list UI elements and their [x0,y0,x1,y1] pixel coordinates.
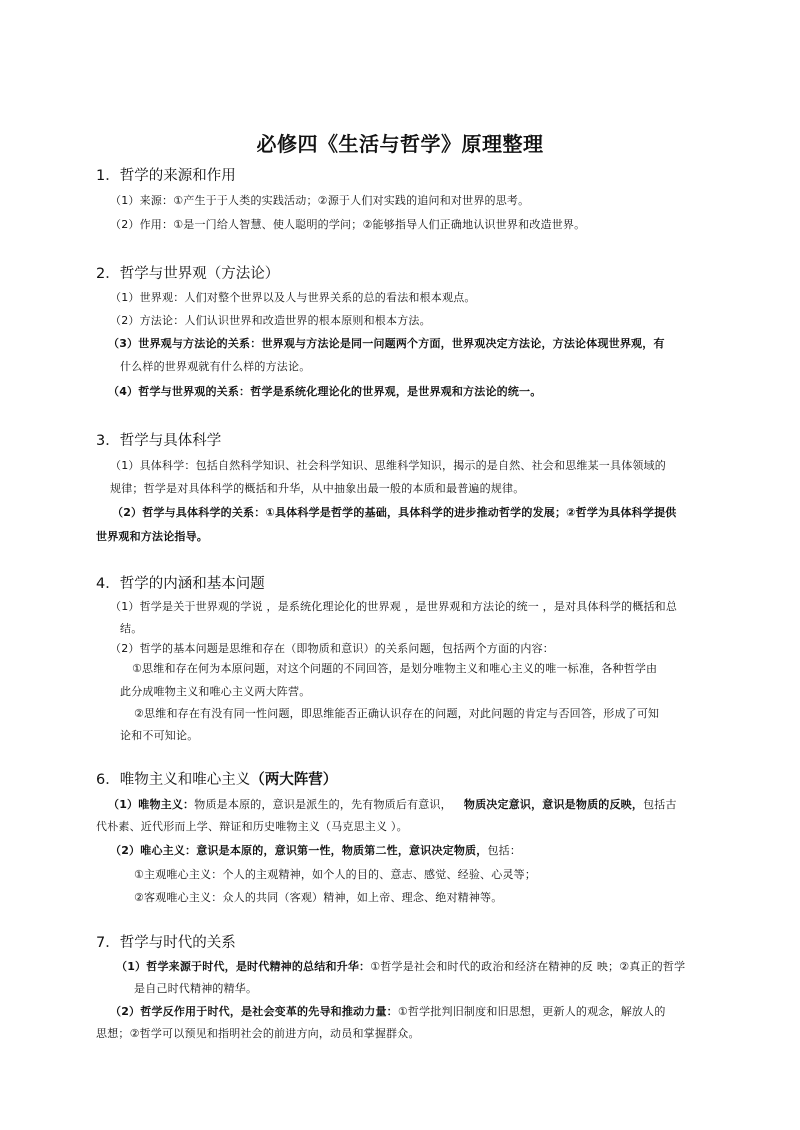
section-2-heading: 2．哲学与世界观（方法论） [96,266,280,282]
section-2-line-4: 什么样的世界观就有什么样的方法论。 [120,360,311,373]
section-4-line-3: （2）哲学的基本问题是思维和存在（即物质和意识）的关系问题，包括两个方面的内容： [110,642,554,655]
section-4-line-6: ②思维和存在有没有同一性问题，即思维能否正确认识存在的问题，对此问题的肯定与否回答，形成了可知 [134,707,660,720]
idealism-label: （2）唯心主义：意识是本原的，意识第一性，物质第二性，意识决定物质， [110,844,488,857]
idealism-tail: 包括： [487,844,522,857]
section-7-line-3 [110,1003,666,1019]
era-reaction-label: （2）哲学反作用于时代，是社会变革的先导和推动力量： [110,1005,398,1018]
section-4-heading: 4．哲学的内涵和基本问题 [96,576,265,592]
era-source-label: （1）哲学来源于时代，是时代精神的总结和升华： [116,960,371,973]
section-4-line-5: 此分成唯物主义和唯心主义两大阵营。 [120,685,311,698]
section-2-line-3: （3）世界观与方法论的关系：世界观与方法论是同一问题两个方面，世界观决定方法论，方法论体现世界观，有 [108,337,665,350]
section-6-heading-bold: （两大阵营） [250,772,338,788]
section-4-line-2: 结。 [120,622,143,635]
section-4-line-4: ①思维和存在何为本原问题，对这个问题的不同回答，是划分唯物主义和唯心主义的唯一标准，各种哲学由 [132,662,658,675]
section-7-line-4: 思想；②哲学可以预见和指明社会的前进方向，动员和掌握群众。 [96,1027,420,1040]
section-6-line-2: 代朴素、近代形而上学、辩证和历史唯物主义（马克思主义 ）。 [96,820,408,833]
document-title: 必修四《生活与哲学》原理整理 [256,132,544,156]
section-6-line-4: ①主观唯心主义：个人的主观精神，如个人的目的、意志、感觉、经验、心灵等； [134,868,537,881]
section-6-line-3 [110,842,521,858]
section-6-line-5: ②客观唯心主义：众人的共同（客观）精神，如上帝、理念、绝对精神等。 [134,891,503,904]
era-source-text: ①哲学是社会和时代的政治和经济在精神的反 映；②真正的哲学 [370,960,686,973]
section-4-line-1: （1）哲学是关于世界观的学说 ，是系统化理论化的世界观 ，是世界观和方法论的统一 ，是对具体科学的概括和总 [110,600,678,613]
section-2-line-1: （1）世界观：人们对整个世界以及人与世界关系的总的看法和根本观点。 [110,291,476,304]
section-3-line-4: 世界观和方法论指导。 [96,530,208,543]
era-reaction-text: ①哲学批判旧制度和旧思想，更新人的观念，解放人的 [397,1005,666,1018]
materialism-emphasis: 物质决定意识，意识是物质的反映， [463,798,644,811]
materialism-tail: 包括古 [643,798,677,811]
section-7-heading: 7．哲学与时代的关系 [96,935,236,951]
section-6-heading-text: 6．唯物主义和唯心主义 [96,772,251,788]
materialism-label: （1）唯物主义： [108,798,195,811]
section-1-line-2: （2）作用：①是一门给人智慧、使人聪明的学问；②能够指导人们正确地认识世界和改造世界。 [110,218,586,231]
section-1-heading: 1．哲学的来源和作用 [96,168,236,184]
section-7-line-2: 是自己时代精神的精华。 [134,982,258,995]
section-3-line-1: （1）具体科学：包括自然科学知识、社会科学知识、思维科学知识，揭示的是自然、社会和思维某一具体领域的 [110,459,666,472]
section-3-line-3: （2）哲学与具体科学的关系：①具体科学是哲学的基础，具体科学的进步推动哲学的发展；②哲学为具体科学提供 [112,506,677,519]
materialism-text: 物质是本原的，意识是派生的，先有物质后有意识， [194,798,452,811]
section-1-line-1: （1）来源：①产生于于人类的实践活动；②源于人们对实践的追问和对世界的思考。 [110,194,530,207]
section-3-line-2: 规律；哲学是对具体科学的概括和升华，从中抽象出最一般的本质和最普遍的规律。 [110,482,525,495]
section-6-heading [96,768,337,789]
section-2-line-5: （4）哲学与世界观的关系：哲学是系统化理论化的世界观，是世界观和方法论的统一。 [108,385,542,398]
section-7-line-1 [116,958,685,974]
section-6-line-1 [108,796,677,812]
section-3-heading: 3．哲学与具体科学 [96,433,222,449]
section-4-line-7: 论和不可知论。 [120,729,199,742]
section-2-line-2: （2）方法论：人们认识世界和改造世界的根本原则和根本方法。 [110,314,431,327]
